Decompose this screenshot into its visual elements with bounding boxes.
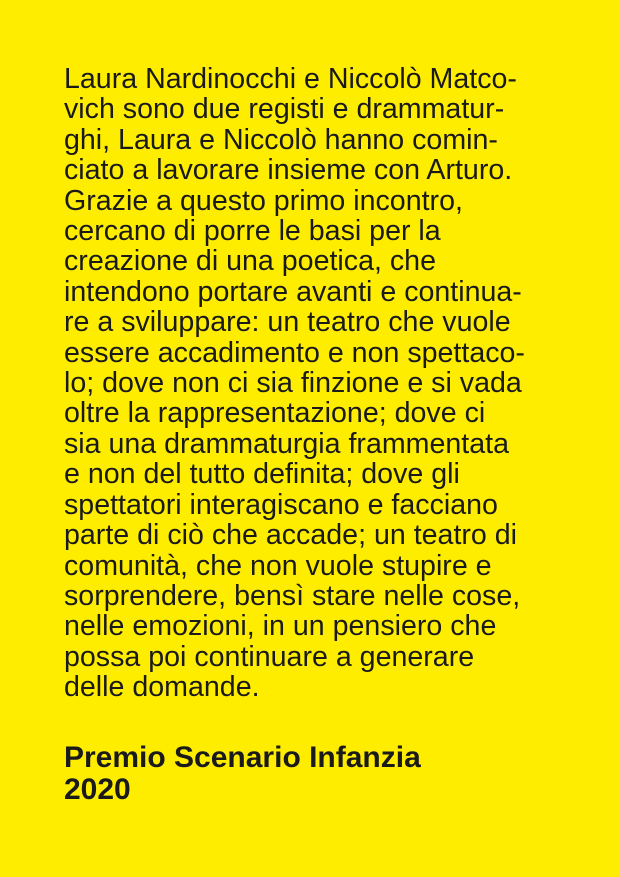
body-line: sia una drammaturgia frammentata xyxy=(64,427,509,460)
body-line: cercano di porre le basi per la xyxy=(64,215,441,248)
body-line: Laura Nardinocchi e Niccolò Matco- xyxy=(64,63,517,95)
award-title xyxy=(64,742,421,806)
body-line: delle domande. xyxy=(64,671,260,704)
body-line: ciato a lavorare insieme con Arturo. xyxy=(64,154,513,187)
body-line: parte di ciò che accade; un teatro di xyxy=(64,519,518,552)
body-line: intendono portare avanti e continua- xyxy=(64,275,522,308)
body-line: creazione di una poetica, che xyxy=(64,245,436,278)
body-line: re a sviluppare: un teatro che vuole xyxy=(64,306,511,339)
body-line: comunità, che non vuole stupire e xyxy=(64,549,492,582)
body-line: possa poi continuare a generare xyxy=(64,640,475,673)
body-line: spettatori interagiscano e facciano xyxy=(64,488,498,521)
body-line: ghi, Laura e Niccolò hanno comin- xyxy=(64,123,498,156)
award-name: Premio Scenario Infanzia xyxy=(64,741,421,774)
body-line: oltre la rappresentazione; dove ci xyxy=(64,397,486,430)
body-line: lo; dove non ci sia finzione e si vada xyxy=(64,367,522,400)
body-line: nelle emozioni, in un pensiero che xyxy=(64,610,497,643)
body-line: e non del tutto definita; dove gli xyxy=(64,458,460,491)
body-line: Grazie a questo primo incontro, xyxy=(64,184,463,217)
award-year: 2020 xyxy=(64,773,131,806)
body-line: vich sono due registi e drammatur- xyxy=(64,93,505,126)
body-paragraph xyxy=(64,64,584,703)
body-line: sorprendere, bensì stare nelle cose, xyxy=(64,579,521,612)
body-line: essere accadimento e non spettaco- xyxy=(64,336,525,369)
